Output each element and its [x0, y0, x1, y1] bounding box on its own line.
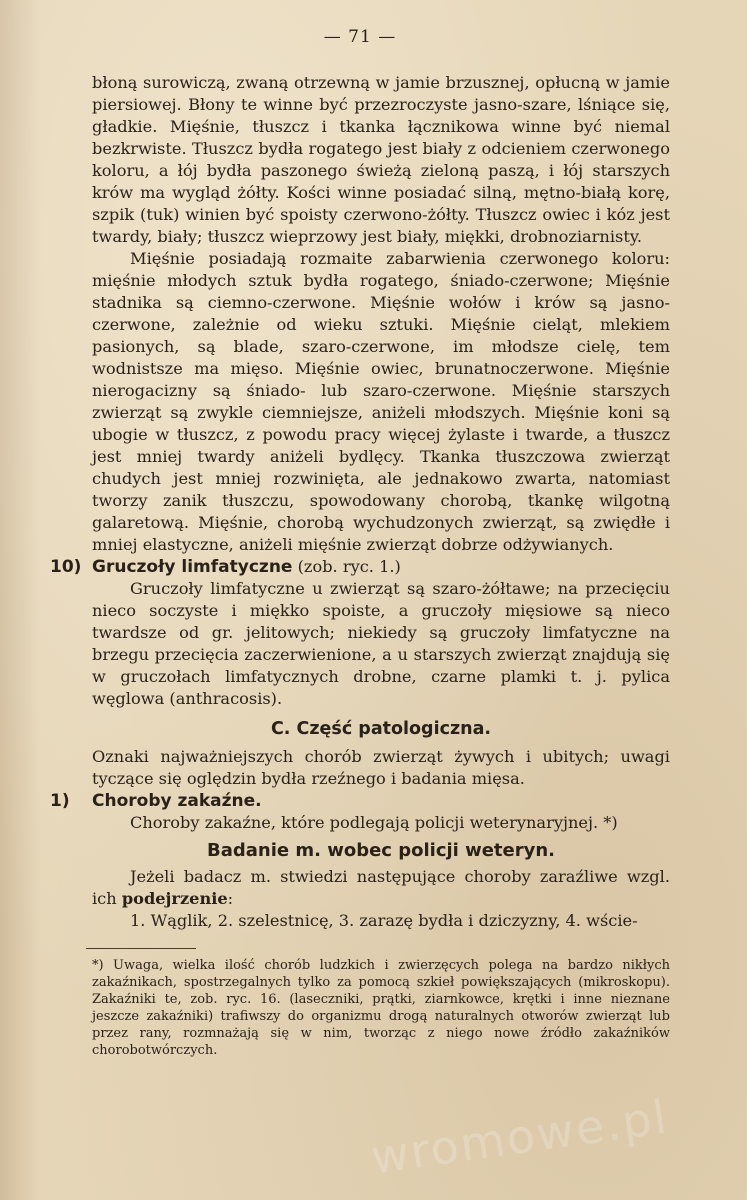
paragraph-badanie [92, 866, 670, 910]
badanie-text-bold: podejrzenie [121, 889, 228, 908]
section-10-number: 10) [50, 557, 82, 577]
page-number: — 71 — [323, 27, 397, 47]
section-10-heading [50, 556, 670, 578]
paragraph-lymph: Gruczoły limfatyczne u zwierząt są szaro-żółtawe; na przecięciu nieco soczyste i miękko spoiste, a gruczoły mięsiowe są nieco twardsze od gr. jelitowych; niekiedy są gruczoły limfatyczne na brzegu przecięcia zaczerwienione, a u starszych zwierząt znajdują się w gruczołach limfatycznych drobne, czarne plamki t. j. pylica węglowa (anthracosis). [92, 579, 670, 708]
footnote: *) Uwaga, wielka ilość chorób ludzkich i zwierzęcych polega na bardzo nikłych zakaźnikach, spostrzegalnych tylko za pomocą szkieł powiększających (mikroskopu). Zakaźniki te, zob. ryc. 16. (laseczniki, prątki, ziarnkowce, krętki i inne nieznane jeszcze zakaźniki) trafiwszy do organizmu drogą naturalnych otworów zwierząt lub przez rany, rozmnażają się w nim, tworząc z niego nowe źródło zakaźników chorobotwórczych. [92, 958, 670, 1058]
badanie-text-start: Jeżeli badacz m. stwiedzi następujące choroby zaraźliwe wzgl. ich [92, 867, 670, 908]
paragraph-part-c: Oznaki najważniejszych chorób zwierząt żywych i ubitych; uwagi tyczące się oględzin bydła rzeźnego i badania mięsa. [92, 747, 670, 788]
paragraph-infectious: Choroby zakaźne, które podlegają policji weterynaryjnej. *) [130, 813, 618, 832]
page-content [50, 72, 670, 1072]
watermark: wromowe.pl [367, 1089, 672, 1185]
badanie-text-end: : [227, 889, 234, 908]
section-10-ref: (zob. ryc. 1.) [292, 557, 401, 576]
section-1-title: Choroby zakaźne. [92, 791, 262, 811]
section-1-heading [50, 790, 670, 812]
footnote-divider [86, 948, 196, 949]
badanie-title: Badanie m. wobec policji weteryn. [206, 840, 556, 861]
paragraph-muscles: Mięśnie posiadają rozmaite zabarwienia czerwonego koloru: mięśnie młodych sztuk bydła rogatego, śniado-czerwone; Mięśnie stadnika są ciemno-czerwone. Mięśnie wołów i krów są jasno-czerwone, zależnie od wieku sztuki. Mięśnie cieląt, mlekiem pasionych, są blade, szaro-czerwone, im młodsze cielę, tem wodnistsze ma mięso. Mięśnie owiec, brunatnoczerwone. Mięśnie nierogacizny są śniado- lub szaro-czerwone. Mięśnie starszych zwierząt są zwykle ciemniejsze, aniżeli młodszych. Mięśnie koni są ubogie w tłuszcz, z powodu pracy więcej żylaste i twarde, a tłuszcz jest mniej twardy aniżeli bydlęcy. Tkanka tłuszczowa zwierząt chudych jest mniej rozwinięta, ale jednakowo zwarta, natomiast tworzy zanik tłuszczu, spowodowany chorobą, tkankę wilgotną galaretową. Mięśnie, chorobą wychudzonych zwierząt, są zwiędłe i mniej elastyczne, aniżeli mięśnie zwierząt dobrze odżywianych. [92, 249, 670, 554]
part-c-title: C. Część patologiczna. [270, 719, 492, 739]
disease-list-line: 1. Wąglik, 2. szelestnicę, 3. zarazę bydła i dziczyzny, 4. wście- [130, 911, 638, 930]
section-1-number: 1) [50, 791, 70, 811]
paragraph-membranes: błoną surowiczą, zwaną otrzewną w jamie brzusznej, opłucną w jamie piersiowej. Błony te winne być przezroczyste jasno-szare, lśniące się, gładkie. Mięśnie, tłuszcz i tkanka łącznikowa winne być niemal bezkrwiste. Tłuszcz bydła rogatego jest biały z odcieniem czerwonego koloru, a łój bydła paszonego świeżą zieloną paszą, i łój starszych krów ma wygląd żółty. Kości winne posiadać silną, mętno-białą korę, szpik (tuk) winien być spoisty czerwono-żółty. Tłuszcz owiec i kóz jest twardy, biały; tłuszcz wieprzowy jest biały, miękki, drobnoziarnisty. [92, 73, 670, 246]
section-10-title: Gruczoły limfatyczne [92, 557, 293, 577]
